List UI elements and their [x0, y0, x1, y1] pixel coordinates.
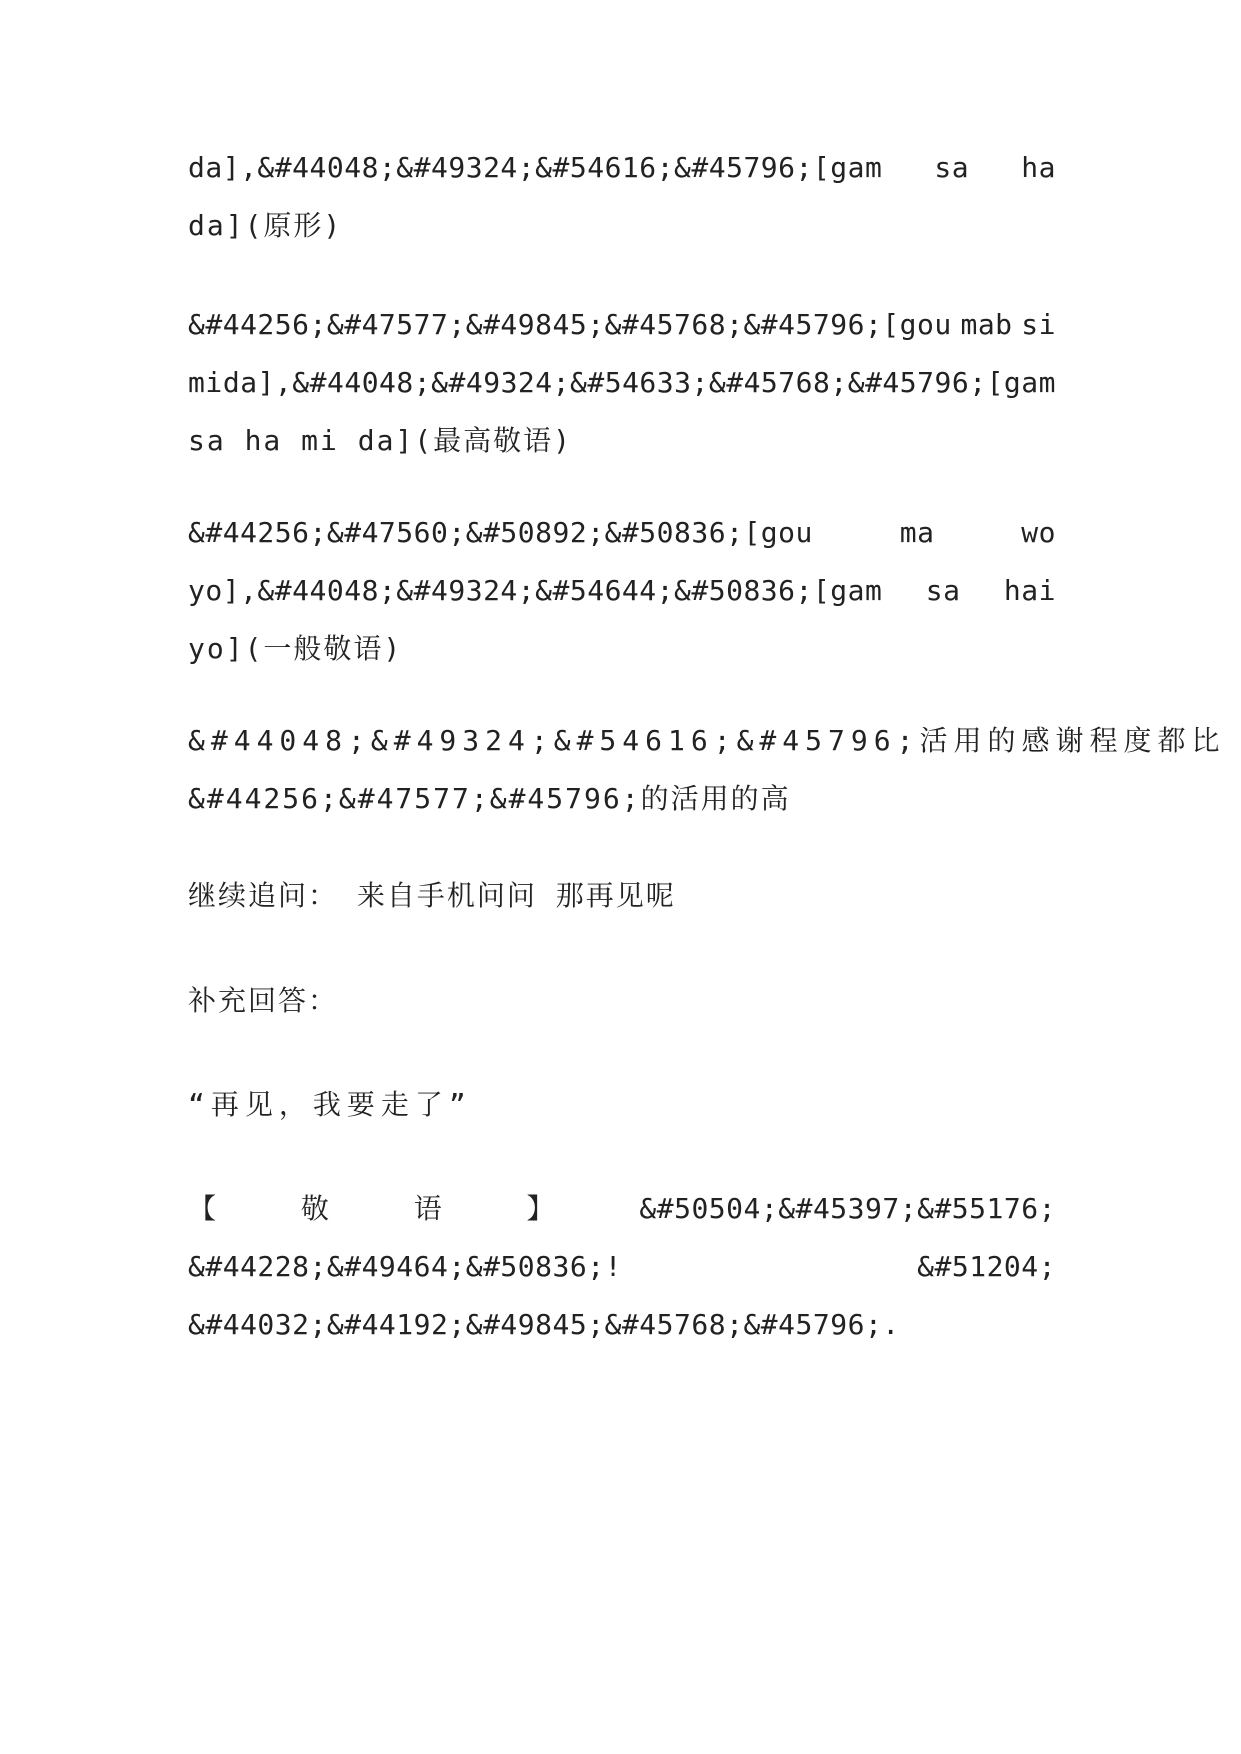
text-segment: &#44048;&#49324;&#54616;&#45796;活用的感谢程度都比: [188, 724, 1226, 757]
text-segment: si: [1021, 308, 1056, 341]
text-line: [188, 1238, 1056, 1296]
text-line: [188, 1076, 1056, 1134]
text-segment: hai: [1003, 574, 1056, 607]
text-segment: ha: [1021, 151, 1056, 184]
text-segment: &#44032;&#44192;&#49845;&#45768;&#45796;.: [188, 1308, 900, 1341]
text-segment: 补充回答：: [188, 984, 339, 1017]
paragraph-1: [188, 139, 1056, 255]
text-segment: yo],&#44048;&#49324;&#54644;&#50836;[gam: [188, 574, 883, 607]
text-line: [188, 1296, 1056, 1354]
text-segment: yo](一般敬语): [188, 632, 403, 665]
text-line: [188, 139, 1056, 197]
text-segment: ma: [899, 516, 935, 549]
text-line: [188, 412, 1056, 470]
text-segment: &#50504;&#45397;&#55176;: [639, 1192, 1056, 1225]
text-segment: &#44228;&#49464;&#50836;!: [188, 1250, 622, 1283]
text-segment: da],&#44048;&#49324;&#54633;&#45768;&#45796;[gam: [222, 366, 1056, 399]
text-line: [188, 770, 1056, 828]
text-segment: wo: [1021, 516, 1056, 549]
text-line: [188, 867, 1056, 925]
text-line: [188, 562, 1056, 620]
follow-up-question: [188, 867, 1056, 925]
text-segment: sa: [934, 151, 970, 184]
text-line: [188, 504, 1056, 562]
text-line: [188, 296, 1056, 354]
paragraph-4: [188, 712, 1226, 828]
text-segment: 语: [413, 1192, 443, 1225]
supplementary-answer-label: [188, 972, 1056, 1030]
text-line: [188, 1180, 1056, 1238]
paragraph-2: [188, 296, 1056, 470]
text-segment: 敬: [300, 1192, 330, 1225]
text-segment: mab: [960, 308, 1013, 341]
text-segment: da](原形): [188, 209, 343, 242]
text-line: [188, 197, 1056, 255]
text-line: [188, 620, 1056, 678]
paragraph-honorific: [188, 1180, 1056, 1354]
text-segment: &#51204;: [917, 1250, 1056, 1283]
text-segment: da],&#44048;&#49324;&#54616;&#45796;[gam: [188, 151, 883, 184]
text-segment: sa: [925, 574, 961, 607]
quoted-phrase: [188, 1076, 1056, 1134]
text-segment: 【: [188, 1192, 217, 1225]
text-segment: 继续追问： 来自手机问问 那再见呢: [188, 879, 676, 912]
text-segment: &#44256;&#47577;&#45796;的活用的高: [188, 782, 791, 815]
text-line: [188, 712, 1226, 770]
text-segment: mi: [188, 366, 223, 399]
text-segment: “再见，我要走了”: [188, 1088, 472, 1121]
text-segment: &#44256;&#47560;&#50892;&#50836;[gou: [188, 516, 813, 549]
text-segment: &#44256;&#47577;&#49845;&#45768;&#45796;[gou: [188, 308, 952, 341]
text-segment: 】: [526, 1192, 556, 1225]
paragraph-3: [188, 504, 1056, 678]
text-line: [188, 354, 1056, 412]
text-segment: sa ha mi da](最高敬语): [188, 424, 573, 457]
text-line: [188, 972, 1056, 1030]
